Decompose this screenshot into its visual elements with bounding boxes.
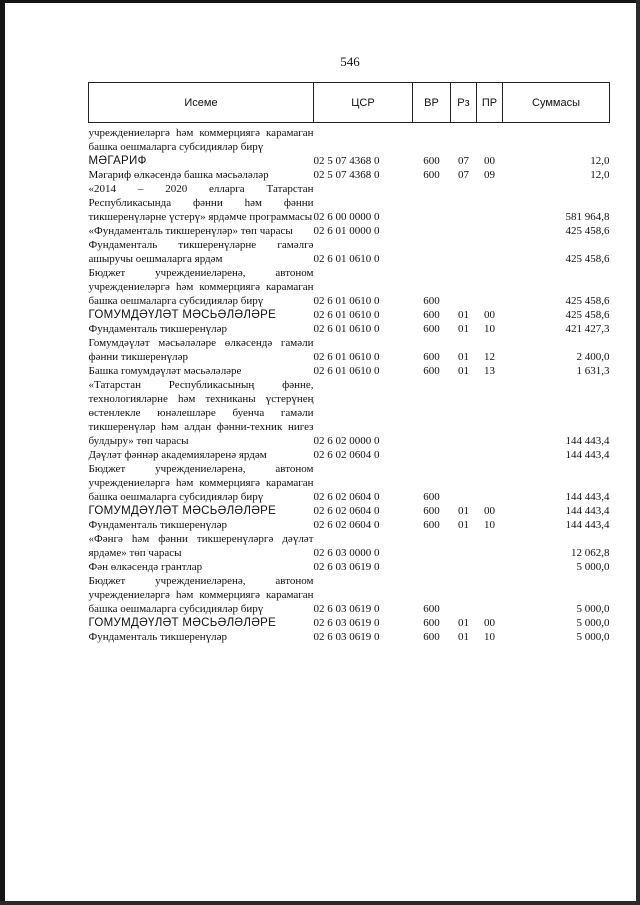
cell-pr: 00 — [484, 617, 495, 629]
cell-rz — [451, 182, 477, 224]
cell-vr: 600 — [423, 603, 440, 615]
cell-pr — [477, 378, 503, 448]
cell-sum: 5 000,0 — [576, 631, 610, 643]
header-csr: ЦСР — [314, 83, 413, 123]
cell-sum: 425 458,6 — [565, 225, 610, 237]
cell-vr — [413, 560, 451, 574]
cell-rz: 01 — [458, 365, 469, 377]
cell-csr: 02 6 03 0619 0 — [313, 631, 380, 643]
cell-vr — [413, 123, 451, 155]
cell-rz — [451, 238, 477, 266]
cell-pr — [477, 448, 503, 462]
cell-sum: 421 427,3 — [565, 323, 610, 335]
table-row — [89, 154, 610, 168]
cell-csr: 02 6 02 0604 0 — [313, 505, 380, 517]
cell-name: учреждениеләргә һәм коммерциягә карамаган башка оешмаларга субсидияләр бирү — [88, 127, 314, 153]
cell-csr: 02 5 07 4368 0 — [313, 169, 380, 181]
cell-pr: 12 — [484, 351, 495, 363]
table-row — [89, 630, 610, 644]
cell-sum: 5 000,0 — [576, 617, 610, 629]
table-row — [89, 238, 610, 266]
cell-pr: 13 — [484, 365, 495, 377]
scan-edge-top — [0, 0, 640, 3]
cell-name: Мәгариф өлкәсендә башка мәсьәләләр — [88, 169, 269, 181]
table-row — [89, 168, 610, 182]
cell-csr: 02 6 02 0604 0 — [313, 491, 380, 503]
table-row — [89, 448, 610, 462]
cell-sum: 1 631,3 — [576, 365, 610, 377]
cell-pr — [477, 574, 503, 616]
cell-sum: 425 458,6 — [565, 295, 610, 307]
cell-rz — [451, 462, 477, 504]
cell-name: Дәүләт фәннәр академияләренә ярдәм — [88, 449, 267, 461]
cell-pr — [477, 182, 503, 224]
scan-edge-bottom — [0, 901, 640, 905]
table-row — [89, 560, 610, 574]
cell-vr: 600 — [423, 309, 440, 321]
cell-pr: 10 — [484, 323, 495, 335]
cell-name: Бюджет учреждениеләренә, автоном учреждениеләргә һәм коммерциягә карамаган башка оешмаларга субсидияләр бирү — [88, 575, 314, 615]
cell-csr: 02 6 02 0000 0 — [313, 435, 380, 447]
cell-rz: 01 — [458, 323, 469, 335]
cell-pr: 00 — [484, 155, 495, 167]
cell-vr — [413, 238, 451, 266]
cell-vr: 600 — [423, 351, 440, 363]
table-row — [89, 518, 610, 532]
table-row — [89, 364, 610, 378]
cell-vr: 600 — [423, 617, 440, 629]
cell-pr: 10 — [484, 519, 495, 531]
cell-name: ГОМУМДӘҮЛӘТ МӘСЬӘЛӘЛӘРЕ — [88, 617, 277, 629]
scan-edge-left — [0, 0, 5, 905]
cell-sum: 2 400,0 — [576, 351, 610, 363]
cell-csr: 02 6 01 0610 0 — [313, 253, 380, 265]
cell-name: Фундаменталь тикшеренүләр — [88, 519, 227, 531]
cell-csr: 02 5 07 4368 0 — [313, 155, 380, 167]
cell-rz: 01 — [458, 519, 469, 531]
cell-rz: 01 — [458, 505, 469, 517]
cell-rz: 01 — [458, 631, 469, 643]
cell-rz — [451, 266, 477, 308]
cell-name: Фән өлкәсендә грантлар — [88, 561, 203, 573]
cell-csr: 02 6 01 0610 0 — [313, 323, 380, 335]
cell-sum: 425 458,6 — [565, 309, 610, 321]
cell-rz — [451, 574, 477, 616]
cell-sum: 144 443,4 — [565, 435, 610, 447]
header-name: Исеме — [89, 83, 314, 123]
cell-name: Фундаменталь тикшеренүләр — [88, 631, 227, 643]
table-body — [89, 123, 610, 645]
cell-vr: 600 — [423, 491, 440, 503]
table-row — [89, 378, 610, 448]
cell-csr: 02 6 01 0000 0 — [313, 225, 380, 237]
table-row — [89, 322, 610, 336]
cell-name: «2014 – 2020 елларга Татарстан Республикасында фәнни һәм фәнни тикшеренүләрне үстерү» ярдәмче программасы — [88, 183, 314, 223]
table-row — [89, 266, 610, 308]
header-rz: Рз — [451, 83, 477, 123]
cell-csr: 02 6 01 0610 0 — [313, 365, 380, 377]
cell-name: Башка гомумдәүләт мәсьәләләре — [88, 365, 242, 377]
cell-rz — [451, 448, 477, 462]
cell-vr — [413, 378, 451, 448]
scan-edge-right — [636, 0, 640, 905]
cell-pr — [477, 266, 503, 308]
cell-vr: 600 — [423, 631, 440, 643]
cell-pr — [477, 560, 503, 574]
cell-pr: 00 — [484, 309, 495, 321]
table-row — [89, 224, 610, 238]
cell-name: Фундаменталь тикшеренүләрне гамәлгә ашыручы оешмаларга ярдәм — [88, 239, 314, 265]
table-row — [89, 336, 610, 364]
cell-rz: 01 — [458, 309, 469, 321]
table-header — [89, 83, 610, 123]
cell-pr: 10 — [484, 631, 495, 643]
cell-rz — [451, 224, 477, 238]
page-number: 546 — [340, 54, 360, 69]
cell-vr — [413, 532, 451, 560]
cell-pr — [477, 123, 503, 155]
cell-rz — [451, 560, 477, 574]
cell-vr: 600 — [423, 365, 440, 377]
cell-sum: 12 062,8 — [571, 547, 610, 559]
cell-sum: 5 000,0 — [576, 603, 610, 615]
cell-csr: 02 6 01 0610 0 — [313, 309, 380, 321]
cell-rz — [451, 532, 477, 560]
table-row — [89, 532, 610, 560]
cell-name: «Фәнгә һәм фәнни тикшеренүләргә дәүләт ярдәме» төп чарасы — [88, 533, 314, 559]
cell-name: Бюджет учреждениеләренә, автоном учреждениеләргә һәм коммерциягә карамаган башка оешмаларга субсидияләр бирү — [88, 267, 314, 307]
cell-csr: 02 6 03 0619 0 — [313, 561, 380, 573]
cell-sum: 12,0 — [590, 155, 610, 167]
cell-sum: 12,0 — [590, 169, 610, 181]
cell-sum: 144 443,4 — [565, 449, 610, 461]
cell-csr: 02 6 00 0000 0 — [313, 211, 380, 223]
table-row — [89, 574, 610, 616]
header-pr: ПР — [477, 83, 503, 123]
table-row — [89, 504, 610, 518]
cell-csr: 02 6 03 0619 0 — [313, 603, 380, 615]
cell-csr: 02 6 03 0619 0 — [313, 617, 380, 629]
cell-pr: 09 — [484, 169, 495, 181]
cell-sum: 581 964,8 — [565, 211, 610, 223]
cell-sum — [503, 123, 610, 155]
cell-rz: 07 — [458, 169, 469, 181]
table-row — [89, 616, 610, 630]
cell-vr: 600 — [423, 323, 440, 335]
cell-csr: 02 6 03 0000 0 — [313, 547, 380, 559]
cell-csr — [314, 123, 413, 155]
cell-vr — [413, 448, 451, 462]
cell-csr: 02 6 02 0604 0 — [313, 449, 380, 461]
cell-name: Бюджет учреждениеләренә, автоном учреждениеләргә һәм коммерциягә карамаган башка оешмаларга субсидияләр бирү — [88, 463, 314, 503]
cell-csr: 02 6 01 0610 0 — [313, 295, 380, 307]
cell-sum: 425 458,6 — [565, 253, 610, 265]
cell-rz — [451, 378, 477, 448]
cell-sum: 144 443,4 — [565, 505, 610, 517]
cell-pr — [477, 238, 503, 266]
cell-csr: 02 6 02 0604 0 — [313, 519, 380, 531]
cell-vr: 600 — [423, 169, 440, 181]
cell-pr — [477, 462, 503, 504]
cell-vr — [413, 224, 451, 238]
table-row — [89, 182, 610, 224]
cell-sum: 5 000,0 — [576, 561, 610, 573]
table-row — [89, 462, 610, 504]
header-sum: Суммасы — [503, 83, 610, 123]
cell-pr — [477, 224, 503, 238]
cell-vr — [413, 182, 451, 224]
cell-vr: 600 — [423, 295, 440, 307]
table-row — [89, 308, 610, 322]
header-vr: ВР — [413, 83, 451, 123]
cell-vr: 600 — [423, 155, 440, 167]
cell-rz: 07 — [458, 155, 469, 167]
cell-rz: 01 — [458, 351, 469, 363]
cell-name: «Фундаменталь тикшеренүләр» төп чарасы — [88, 225, 293, 237]
cell-name: Гомумдәүләт мәсьәләләре өлкәсендә гамәли фәнни тикшеренүләр — [88, 337, 314, 363]
budget-table — [88, 82, 610, 644]
cell-name: Фундаменталь тикшеренүләр — [88, 323, 227, 335]
cell-name: МӘГАРИФ — [88, 155, 147, 167]
cell-pr: 00 — [484, 505, 495, 517]
cell-vr: 600 — [423, 505, 440, 517]
cell-name: ГОМУМДӘҮЛӘТ МӘСЬӘЛӘЛӘРЕ — [88, 505, 277, 517]
cell-pr — [477, 532, 503, 560]
table-row — [89, 123, 610, 155]
cell-rz — [451, 123, 477, 155]
cell-rz: 01 — [458, 617, 469, 629]
cell-name: «Татарстан Республикасының фәнне, технологияләрне һәм техниканы үстерүнең өстенлекле юнәлешләре буенча гамәли тикшеренүләр һәм алдан фәнни-техник нигез булдыру» төп чарасы — [88, 379, 314, 447]
cell-sum: 144 443,4 — [565, 519, 610, 531]
cell-sum: 144 443,4 — [565, 491, 610, 503]
cell-vr: 600 — [423, 519, 440, 531]
cell-name: ГОМУМДӘҮЛӘТ МӘСЬӘЛӘЛӘРЕ — [88, 309, 277, 321]
cell-csr: 02 6 01 0610 0 — [313, 351, 380, 363]
